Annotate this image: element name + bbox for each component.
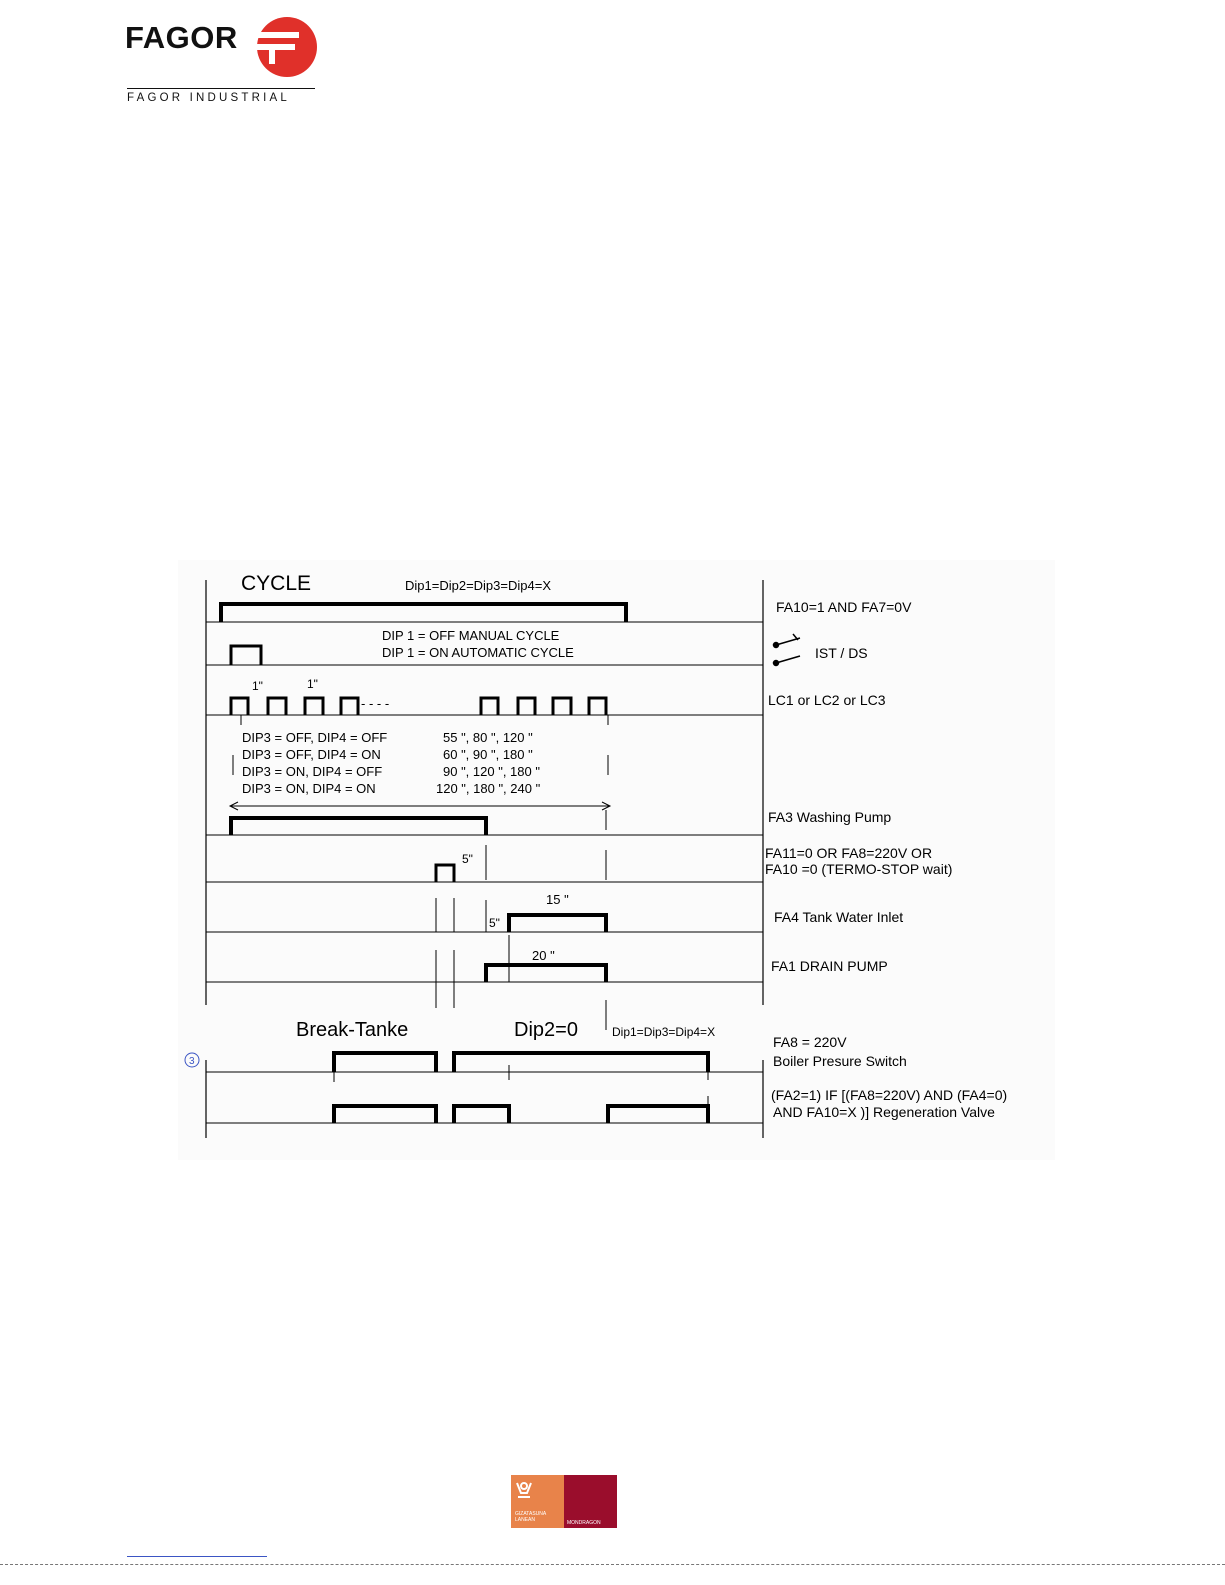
dip-table-times: 60 ", 90 ", 180 " xyxy=(443,747,533,762)
circled-number: 3 xyxy=(189,1056,195,1067)
regen-pulse-3 xyxy=(608,1106,708,1123)
label-fa8-2: Boiler Presure Switch xyxy=(773,1053,907,1069)
label-fa8-1: FA8 = 220V xyxy=(773,1034,847,1050)
regen-pulse-1 xyxy=(334,1106,436,1123)
fa4-delay-label: 5" xyxy=(489,916,500,930)
footer-caption-left xyxy=(515,1511,546,1523)
label-fa1: FA1 DRAIN PUMP xyxy=(771,958,888,974)
termo-stop-pulse xyxy=(436,865,454,882)
figure-icon xyxy=(511,1475,564,1511)
fagor-wordmark: FAGOR xyxy=(125,20,238,55)
gizatasuna-logo-block xyxy=(511,1475,564,1528)
timing-diagram xyxy=(178,560,1055,1160)
switch-symbol-icon xyxy=(774,634,801,666)
label-fa10: FA10=1 AND FA7=0V xyxy=(776,599,912,615)
label-fa4: FA4 Tank Water Inlet xyxy=(774,909,904,925)
dip-rest-label: Dip1=Dip3=Dip4=X xyxy=(612,1025,716,1039)
cycle-pulse xyxy=(221,604,626,622)
fa3-pulse xyxy=(231,818,486,835)
boiler-pulse-1 xyxy=(334,1053,436,1072)
footer-caption-right: MONDRAGON xyxy=(567,1520,601,1526)
page-bottom-divider xyxy=(0,1564,1225,1566)
mondragon-logo xyxy=(511,1475,617,1528)
label-ist-ds: IST / DS xyxy=(815,645,868,661)
dip-table-setting: DIP3 = OFF, DIP4 = ON xyxy=(242,747,381,762)
fa4-duration-label: 15 " xyxy=(546,892,569,907)
dip-table-setting: DIP3 = ON, DIP4 = ON xyxy=(242,781,376,796)
label-fa11-2: FA10 =0 (TERMO-STOP wait) xyxy=(765,861,953,877)
break-tank-label: Break-Tanke xyxy=(296,1019,409,1041)
termo-delay-label: 5" xyxy=(462,852,473,866)
fa4-pulse xyxy=(509,915,606,932)
timing-diagram-svg xyxy=(178,560,1055,1160)
logo-divider xyxy=(127,88,315,89)
dip-table-times: 90 ", 120 ", 180 " xyxy=(443,764,540,779)
boiler-pulse-2 xyxy=(454,1053,708,1072)
cycle-dip-note: Dip1=Dip2=Dip3=Dip4=X xyxy=(405,578,551,593)
dip2-zero-label: Dip2=0 xyxy=(514,1019,578,1041)
ist-ds-pulse xyxy=(231,646,261,665)
dip-table-times: 120 ", 180 ", 240 " xyxy=(436,781,541,796)
label-lc: LC1 or LC2 or LC3 xyxy=(768,692,886,708)
label-fa11-1: FA11=0 OR FA8=220V OR xyxy=(765,845,933,861)
pulse-label: 1" xyxy=(252,679,263,693)
fa1-pulse xyxy=(486,965,606,982)
fa1-duration-label: 20 " xyxy=(532,948,555,963)
label-fa2-1: (FA2=1) IF [(FA8=220V) AND (FA4=0) xyxy=(771,1087,1008,1103)
dashes: - - - - xyxy=(361,696,390,711)
automatic-cycle-text: DIP 1 = ON AUTOMATIC CYCLE xyxy=(382,645,574,660)
dip-table-setting: DIP3 = OFF, DIP4 = OFF xyxy=(242,730,388,745)
fagor-logo-icon xyxy=(255,15,319,79)
cycle-title: CYCLE xyxy=(241,572,312,595)
lc-pulses xyxy=(231,698,606,715)
dip-table-times: 55 ", 80 ", 120 " xyxy=(443,730,533,745)
dip-table-setting: DIP3 = ON, DIP4 = OFF xyxy=(242,764,383,779)
footer-caption-line: LANEAN xyxy=(515,1517,536,1523)
fagor-subtitle: FAGOR INDUSTRIAL xyxy=(127,92,291,104)
pulse-label: 1" xyxy=(307,677,318,691)
footer-caption-line: GIZATASUNA xyxy=(515,1511,547,1517)
label-fa3: FA3 Washing Pump xyxy=(768,809,892,825)
manual-cycle-text: DIP 1 = OFF MANUAL CYCLE xyxy=(382,628,560,643)
regen-pulse-2 xyxy=(454,1106,509,1123)
footer-link-underline[interactable] xyxy=(127,1556,267,1557)
label-fa2-2: AND FA10=X )] Regeneration Valve xyxy=(773,1104,995,1120)
